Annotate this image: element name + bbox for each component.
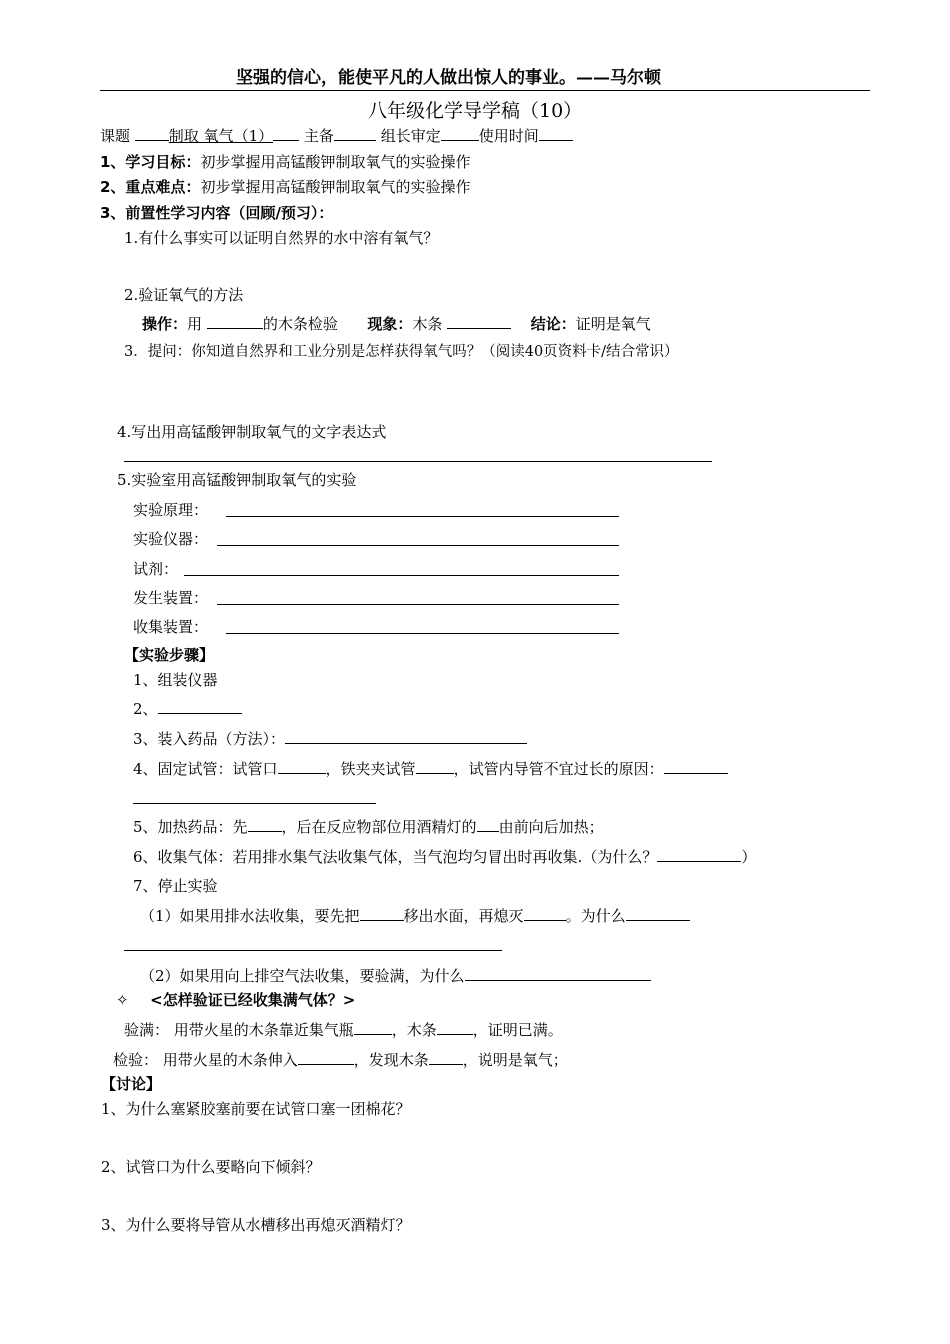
step-4-blank-b[interactable] [416, 759, 454, 774]
apparatus-blank[interactable] [217, 545, 619, 546]
step-7-1 [140, 906, 690, 926]
concl-text: 证明是氧气 [575, 315, 651, 333]
full-text-c: ，证明已满。 [472, 1021, 563, 1039]
time-label: 使用时间 [478, 127, 539, 145]
step-5-text-b: ，后在反应物部位用酒精灯的 [281, 818, 477, 836]
full-blank-a[interactable] [354, 1020, 392, 1035]
step-7-1-blank-b[interactable] [524, 906, 566, 921]
collector-label: 收集装置： [133, 618, 209, 636]
topic-value: 制取 氧气（1） [168, 127, 274, 145]
step-5 [133, 817, 604, 837]
preview-heading: 3、前置性学习内容（回顾/预习）： [100, 204, 334, 222]
topic-blank-tail[interactable] [273, 126, 299, 141]
phen-label: 现象： [367, 315, 413, 333]
step-3-blank[interactable] [285, 729, 527, 744]
step-7-1-blank-a[interactable] [360, 906, 404, 921]
preview-q5: 5.实验室用高锰酸钾制取氧气的实验 [117, 471, 357, 489]
preview-q3: 3．提问：你知道自然界和工业分别是怎样获得氧气吗？（阅读40页资料卡/结合常识） [124, 344, 679, 360]
full-check-line [124, 1020, 563, 1040]
goals-text: 初步掌握用高锰酸钾制取氧气的实验操作 [200, 153, 471, 171]
discussion-q1: 1、为什么塞紧胶塞前要在试管口塞一团棉花？ [101, 1100, 411, 1118]
check-text-a: 检验： 用带火星的木条伸入 [113, 1051, 298, 1069]
step-7-2-text: （2）如果用向上排空气法收集，要验满，为什么 [140, 967, 465, 985]
generator-label: 发生装置： [133, 589, 209, 607]
step-6 [133, 847, 756, 867]
full-blank-b[interactable] [437, 1020, 473, 1035]
full-text-b: ，木条 [391, 1021, 437, 1039]
step-4-blank-continued[interactable] [133, 803, 376, 804]
step-5-blank-a[interactable] [248, 817, 282, 832]
page-title: 八年级化学导学稿（10） [368, 100, 583, 122]
step-3 [133, 729, 527, 749]
keypoints-text: 初步掌握用高锰酸钾制取氧气的实验操作 [200, 178, 471, 196]
keypoints-line [100, 177, 470, 197]
op-text-b: 的木条检验 [262, 315, 338, 333]
step-7-2 [140, 966, 651, 986]
author-blank[interactable] [334, 126, 376, 141]
reviewer-blank[interactable] [441, 126, 479, 141]
step-5-blank-b[interactable] [477, 817, 499, 832]
goals-line [100, 152, 470, 172]
op-text-a: 用 [187, 315, 203, 333]
reviewer-label: 组长审定 [380, 127, 441, 145]
step-2-blank[interactable] [158, 699, 242, 714]
preview-q2: 2.验证氧气的方法 [124, 286, 244, 304]
discussion-q2: 2、试管口为什么要略向下倾斜？ [101, 1158, 321, 1176]
full-text-a: 验满： 用带火星的木条靠近集气瓶 [124, 1021, 354, 1039]
step-1: 1、组装仪器 [133, 671, 218, 689]
concl-label: 结论： [530, 315, 576, 333]
step-6-blank[interactable] [657, 847, 741, 862]
step-7-1-blank-continued[interactable] [124, 950, 502, 951]
steps-heading: 【实验步骤】 [124, 646, 215, 664]
q4-answer-line[interactable] [124, 461, 712, 462]
check-text-b: ，发现木条 [353, 1051, 429, 1069]
phen-text: 木条 [412, 315, 443, 333]
keypoints-label: 2、重点难点： [100, 178, 201, 196]
topic-blank[interactable] [135, 126, 169, 141]
meta-row [100, 126, 573, 146]
verify-method-line [142, 314, 651, 334]
step-4-text-a: 4、固定试管：试管口 [133, 760, 278, 778]
step-7-1-text-b: 移出水面，再熄灭 [403, 907, 524, 925]
step-6-text-b: ） [741, 848, 757, 866]
check-blank-a[interactable] [298, 1050, 354, 1065]
step-4-text-c: ，试管内导管不宜过长的原因： [453, 760, 664, 778]
step-7-2-blank[interactable] [465, 966, 651, 981]
time-blank[interactable] [539, 126, 573, 141]
step-4-blank-c[interactable] [664, 759, 728, 774]
generator-blank[interactable] [217, 604, 619, 605]
step-7: 7、停止实验 [133, 877, 218, 895]
step-4-blank-a[interactable] [278, 759, 326, 774]
motto: 坚强的信心，能使平凡的人做出惊人的事业。——马尔顿 [236, 68, 661, 88]
check-blank-b[interactable] [429, 1050, 463, 1065]
reagent-label: 试剂： [133, 560, 179, 578]
step-7-1-text-a: （1）如果用排水法收集，要先把 [140, 907, 360, 925]
oxygen-check-line [113, 1050, 568, 1070]
discussion-q3: 3、为什么要将导管从水槽移出再熄灭酒精灯？ [101, 1216, 411, 1234]
check-text-c: ，说明是氧气； [462, 1051, 568, 1069]
step-5-text-a: 5、加热药品：先 [133, 818, 248, 836]
discussion-heading: 【讨论】 [101, 1075, 162, 1093]
preview-q1: 1.有什么事实可以证明自然界的水中溶有氧气？ [124, 229, 439, 247]
goals-label: 1、学习目标： [100, 153, 201, 171]
preview-q4: 4.写出用高锰酸钾制取氧气的文字表达式 [117, 423, 387, 441]
step-2 [133, 699, 242, 719]
apparatus-label: 实验仪器： [133, 530, 209, 548]
principle-label: 实验原理： [133, 501, 209, 519]
op-label: 操作： [142, 315, 188, 333]
phen-blank[interactable] [447, 314, 511, 329]
step-7-1-text-c: 。为什么 [565, 907, 626, 925]
topic-label: 课题 [100, 127, 131, 145]
step-6-text-a: 6、收集气体：若用排水集气法收集气体，当气泡均匀冒出时再收集.（为什么？ [133, 848, 658, 866]
step-5-text-c: 由前向后加热； [498, 818, 604, 836]
step-7-1-blank-c[interactable] [626, 906, 690, 921]
step-2-label: 2、 [133, 700, 158, 718]
principle-blank[interactable] [226, 516, 619, 517]
step-4-text-b: ，铁夹夹试管 [325, 760, 416, 778]
verify-question: <怎样验证已经收集满气体？> [150, 991, 356, 1009]
header-rule [100, 90, 870, 91]
reagent-blank[interactable] [184, 575, 619, 576]
verify-question-line [116, 990, 355, 1010]
author-label: 主备 [303, 127, 334, 145]
step-3-label: 3、装入药品（方法）： [133, 730, 286, 748]
collector-blank[interactable] [226, 633, 619, 634]
op-blank[interactable] [207, 314, 263, 329]
diamond-icon: ✧ [116, 991, 129, 1009]
step-4 [133, 759, 728, 779]
